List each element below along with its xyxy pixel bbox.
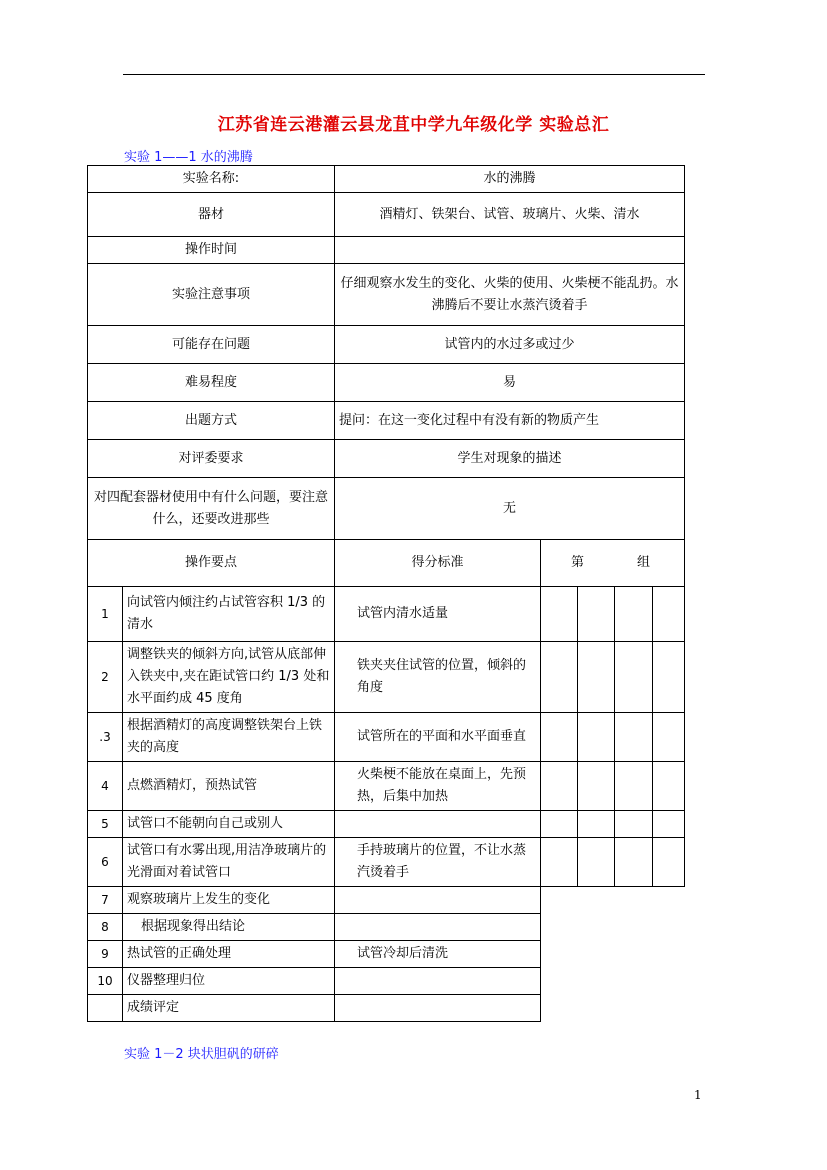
- header-operation-points: 操作要点: [88, 540, 335, 587]
- step-operation-point: 试管口不能朝向自己或别人: [123, 811, 335, 838]
- header-group: [541, 540, 685, 587]
- step-number: 7: [88, 887, 123, 914]
- info-value: 易: [335, 364, 685, 402]
- header-group-label: 组: [636, 555, 650, 570]
- step-row: [88, 838, 685, 887]
- group-score-cell[interactable]: [615, 811, 653, 838]
- group-score-area: [541, 995, 685, 1022]
- step-scoring-criteria: 试管所在的平面和水平面垂直: [335, 713, 541, 762]
- step-row: [88, 587, 685, 642]
- step-row: [88, 642, 685, 713]
- document-title: 江苏省连云港灌云县龙苴中学九年级化学 实验总汇: [217, 115, 610, 135]
- group-score-cell[interactable]: [653, 811, 685, 838]
- step-scoring-criteria: 火柴梗不能放在桌面上，先预热，后集中加热: [335, 762, 541, 811]
- step-operation-point: 观察玻璃片上发生的变化: [123, 887, 335, 914]
- step-operation-point: 仪器整理归位: [123, 968, 335, 995]
- experiment-table: [87, 165, 685, 1022]
- info-value: 酒精灯、铁架台、试管、玻璃片、火柴、清水: [335, 193, 685, 237]
- info-row: [88, 402, 685, 440]
- group-score-cell[interactable]: [541, 762, 578, 811]
- info-value: 无: [335, 478, 685, 540]
- step-operation-point: 成绩评定: [123, 995, 335, 1022]
- group-score-cell[interactable]: [541, 713, 578, 762]
- info-value: 学生对现象的描述: [335, 440, 685, 478]
- step-scoring-criteria: [335, 887, 541, 914]
- step-operation-point: 试管口有水雾出现,用洁净玻璃片的光滑面对着试管口: [123, 838, 335, 887]
- step-scoring-criteria: 手持玻璃片的位置，不让水蒸汽烫着手: [335, 838, 541, 887]
- group-score-cell[interactable]: [578, 838, 615, 887]
- step-scoring-criteria: [335, 968, 541, 995]
- group-score-area: [541, 968, 685, 995]
- step-number: 8: [88, 914, 123, 941]
- step-scoring-criteria: [335, 914, 541, 941]
- step-number: 10: [88, 968, 123, 995]
- step-number: [88, 995, 123, 1022]
- group-score-cell[interactable]: [653, 838, 685, 887]
- step-number: .3: [88, 713, 123, 762]
- step-scoring-criteria: 铁夹夹住试管的位置，倾斜的角度: [335, 642, 541, 713]
- group-score-cell[interactable]: [653, 762, 685, 811]
- group-score-cell[interactable]: [541, 642, 578, 713]
- group-score-cell[interactable]: [578, 642, 615, 713]
- score-header-row: [88, 540, 685, 587]
- info-value: 水的沸腾: [335, 166, 685, 193]
- group-score-cell[interactable]: [541, 838, 578, 887]
- step-operation-point: 根据酒精灯的高度调整铁架台上铁夹的高度: [123, 713, 335, 762]
- info-row: [88, 478, 685, 540]
- group-score-cell[interactable]: [615, 642, 653, 713]
- group-score-cell[interactable]: [578, 587, 615, 642]
- step-operation-point: 热试管的正确处理: [123, 941, 335, 968]
- step-scoring-criteria: 试管冷却后清洗: [335, 941, 541, 968]
- group-score-cell[interactable]: [541, 811, 578, 838]
- group-score-area: [541, 941, 685, 968]
- step-row: [88, 914, 685, 941]
- step-number: 1: [88, 587, 123, 642]
- step-number: 6: [88, 838, 123, 887]
- group-score-cell[interactable]: [615, 587, 653, 642]
- info-label: 对四配套器材使用中有什么问题，要注意什么，还要改进那些: [88, 478, 335, 540]
- step-row: [88, 762, 685, 811]
- group-score-cell[interactable]: [541, 587, 578, 642]
- info-row: [88, 193, 685, 237]
- group-score-cell[interactable]: [578, 762, 615, 811]
- info-row: [88, 264, 685, 326]
- info-row: [88, 166, 685, 193]
- page-number: 1: [694, 1088, 702, 1102]
- step-row: [88, 713, 685, 762]
- step-scoring-criteria: [335, 811, 541, 838]
- step-row: [88, 941, 685, 968]
- step-operation-point: 根据现象得出结论: [123, 914, 335, 941]
- step-row: [88, 995, 685, 1022]
- info-value: 试管内的水过多或过少: [335, 326, 685, 364]
- step-number: 2: [88, 642, 123, 713]
- step-operation-point: 点燃酒精灯，预热试管: [123, 762, 335, 811]
- group-score-area: [541, 914, 685, 941]
- info-label: 可能存在问题: [88, 326, 335, 364]
- next-experiment-heading: 实验 1－2 块状胆矾的研碎: [124, 1047, 279, 1062]
- group-score-cell[interactable]: [615, 713, 653, 762]
- info-row: [88, 440, 685, 478]
- group-score-cell[interactable]: [578, 811, 615, 838]
- info-value: 仔细观察水发生的变化、火柴的使用、火柴梗不能乱扔。水沸腾后不要让水蒸汽烫着手: [335, 264, 685, 326]
- group-score-cell[interactable]: [615, 838, 653, 887]
- step-number: 5: [88, 811, 123, 838]
- header-group-first: 第: [571, 555, 585, 570]
- header-scoring-criteria: 得分标准: [335, 540, 541, 587]
- step-scoring-criteria: 试管内清水适量: [335, 587, 541, 642]
- group-score-cell[interactable]: [653, 713, 685, 762]
- info-label: 难易程度: [88, 364, 335, 402]
- step-row: [88, 811, 685, 838]
- group-score-cell[interactable]: [615, 762, 653, 811]
- info-row: [88, 237, 685, 264]
- step-row: [88, 887, 685, 914]
- info-label: 对评委要求: [88, 440, 335, 478]
- step-number: 4: [88, 762, 123, 811]
- info-row: [88, 364, 685, 402]
- info-label: 操作时间: [88, 237, 335, 264]
- group-score-cell[interactable]: [653, 587, 685, 642]
- info-label: 出题方式: [88, 402, 335, 440]
- info-label: 实验名称:: [88, 166, 335, 193]
- step-operation-point: 调整铁夹的倾斜方向,试管从底部伸入铁夹中,夹在距试管口约 1/3 处和水平面约成 45 度角: [123, 642, 335, 713]
- info-label: 实验注意事项: [88, 264, 335, 326]
- group-score-area: [541, 887, 685, 914]
- experiment-heading: 实验 1——1 水的沸腾: [124, 150, 253, 165]
- header-rule: [123, 74, 705, 75]
- step-row: [88, 968, 685, 995]
- step-operation-point: 向试管内倾注约占试管容积 1/3 的清水: [123, 587, 335, 642]
- group-score-cell[interactable]: [578, 713, 615, 762]
- info-value: 提问：在这一变化过程中有没有新的物质产生: [335, 402, 685, 440]
- step-scoring-criteria: [335, 995, 541, 1022]
- info-label: 器材: [88, 193, 335, 237]
- group-score-cell[interactable]: [653, 642, 685, 713]
- info-row: [88, 326, 685, 364]
- info-value: [335, 237, 685, 264]
- step-number: 9: [88, 941, 123, 968]
